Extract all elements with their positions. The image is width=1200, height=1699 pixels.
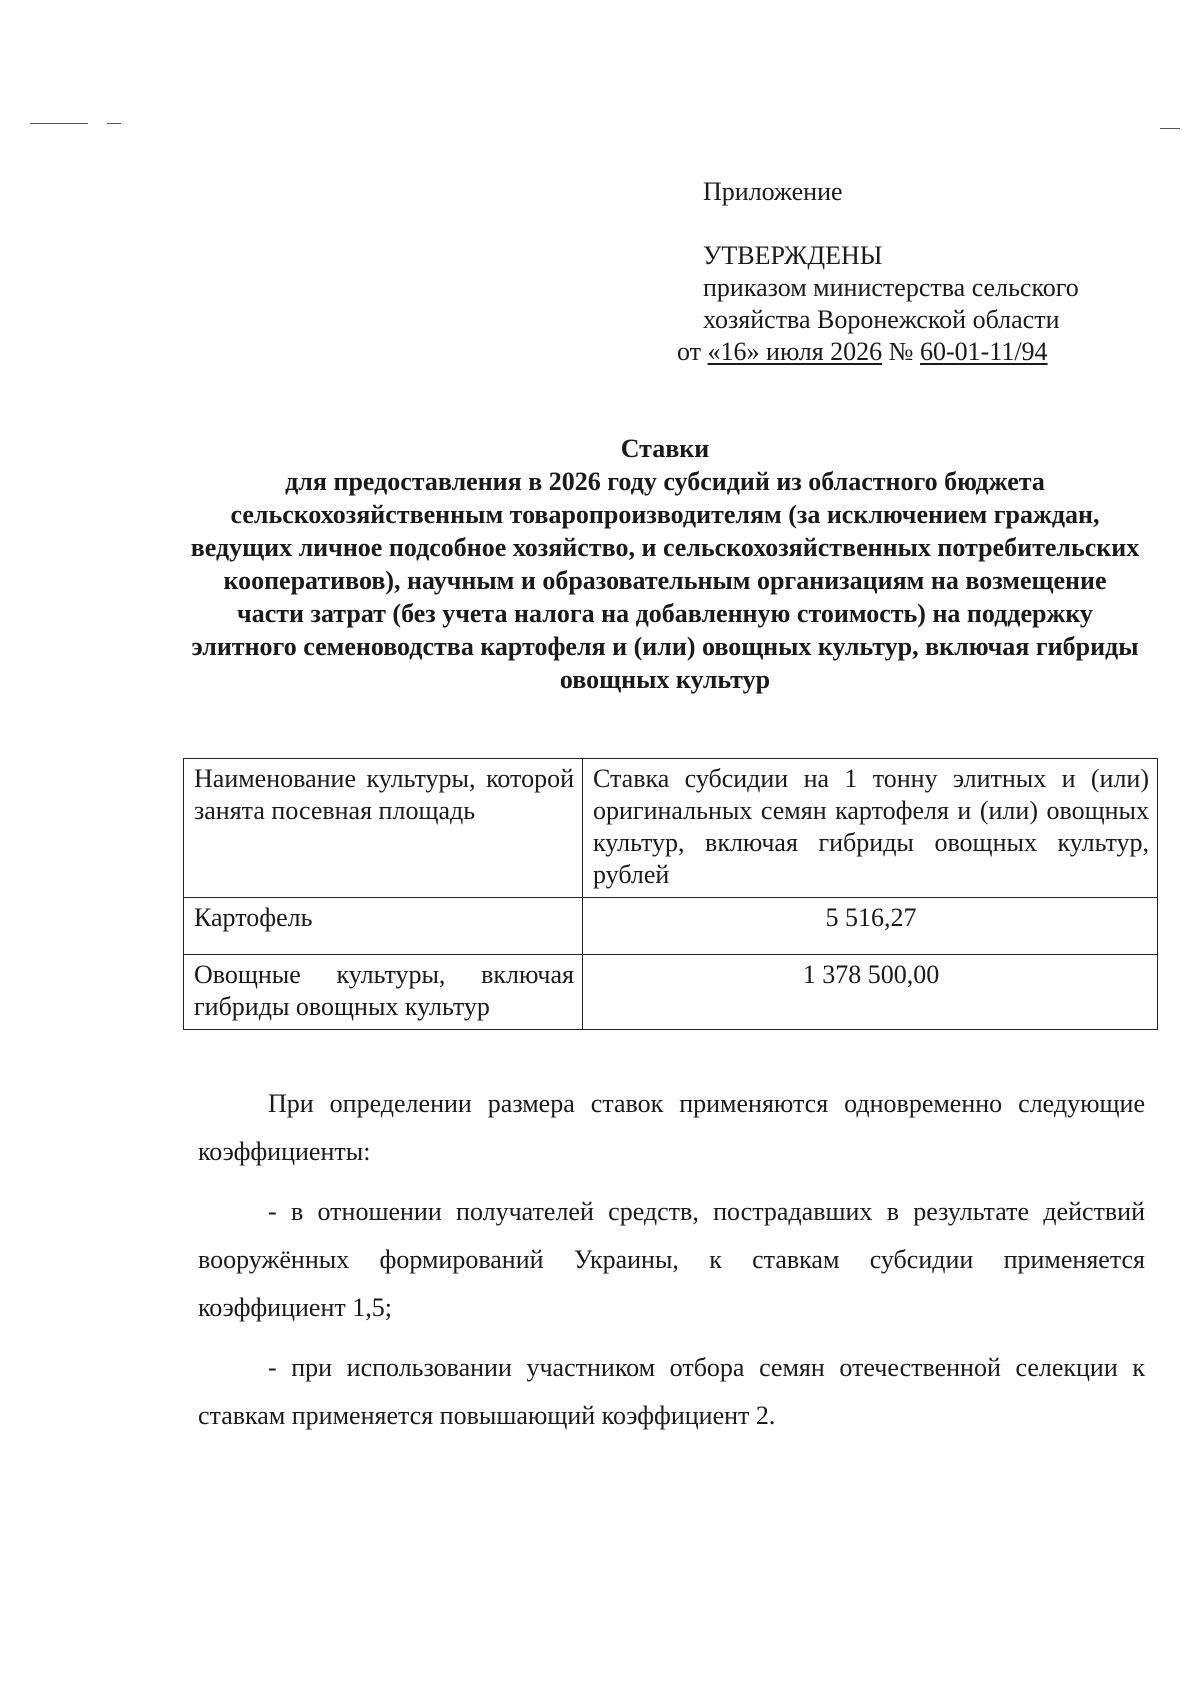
scan-artifact-right (1160, 128, 1180, 129)
table-row (184, 898, 1158, 955)
appendix-label: Приложение (703, 177, 843, 206)
cell-rate: 5 516,27 (583, 898, 1158, 955)
scan-artifact-left (30, 123, 88, 124)
order-number-sign: № (888, 337, 914, 366)
document-title (190, 432, 1140, 696)
approved-label: УТВЕРЖДЕНЫ (703, 241, 883, 270)
cell-culture: Картофель (184, 898, 583, 955)
order-number: 60-01-11/94 (919, 337, 1048, 366)
coefficient-item: - при использовании участником отбора семян отечественной селекции к ставкам применяется повышающий коэффициент 2. (198, 1353, 1145, 1430)
header-rate: Ставка субсидии на 1 тонну элитных и (или) оригинальных семян картофеля и (или) овощных культур, включая гибриды овощных культур, рублей (583, 759, 1158, 898)
header-culture: Наименование культуры, которой занята посевная площадь (184, 759, 583, 898)
coefficients-intro: При определении размера ставок применяются одновременно следующие коэффициенты: (198, 1089, 1145, 1166)
table-row (184, 955, 1158, 1030)
cell-rate: 1 378 500,00 (583, 955, 1158, 1030)
approved-by-line2: хозяйства Воронежской области (703, 305, 1060, 334)
approval-block (677, 240, 1079, 368)
title-heading: Ставки (620, 434, 710, 463)
scan-artifact-mid (107, 123, 121, 124)
approved-by-line1: приказом министерства сельского (703, 273, 1079, 302)
table-header-row (184, 759, 1158, 898)
coefficient-item: - в отношении получателей средств, пострадавших в результате действий вооружённых формирований Украины, к ставкам субсидии применяется коэффициент 1,5; (198, 1197, 1145, 1322)
cell-culture: Овощные культуры, включая гибриды овощных культур (184, 955, 583, 1030)
order-date: «16» июля 2026 (707, 337, 883, 366)
title-subtitle: для предоставления в 2026 году субсидий из областного бюджета сельскохозяйственным товаропроизводителям (за исключением граждан, ведущих личное подсобное хозяйство, и сельскохозяйственных потребительских кооперативов), научным и образовательным организациям на возмещение части затрат (без учета налога на добавленную стоимость) на поддержку элитного семеноводства картофеля и (или) овощных культур, включая гибриды овощных культур (190, 467, 1140, 694)
order-ref-prefix: от (677, 337, 702, 366)
order-reference (677, 336, 1079, 368)
rates-table (183, 758, 1158, 1030)
coefficients-text (198, 1080, 1145, 1452)
